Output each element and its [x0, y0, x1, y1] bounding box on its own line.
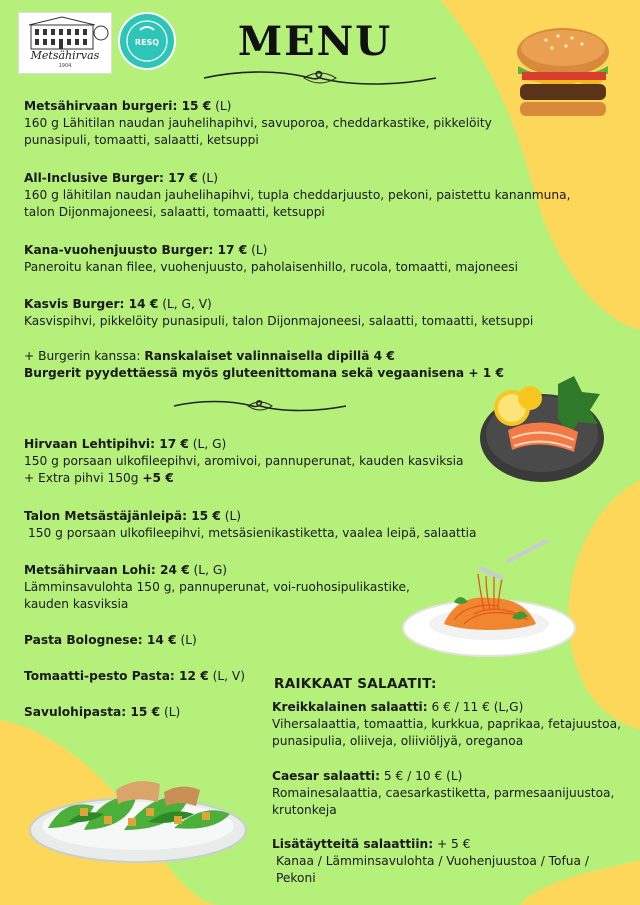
item-name: Caesar salaatti: — [272, 769, 380, 783]
item-diet: (L) — [251, 243, 268, 257]
page-title: MENU — [237, 18, 393, 65]
resq-label: RESQ — [134, 38, 160, 47]
hotel-logo — [18, 12, 112, 74]
item-diet: (L, G) — [192, 437, 227, 451]
menu-item-burger-2 — [24, 170, 584, 221]
item-diet: (L) — [224, 509, 242, 523]
item-diet: (L, V) — [212, 669, 245, 683]
item-price: 5 € / 10 € (L) — [383, 769, 463, 783]
item-name: Hirvaan Lehtipihvi: 17 € — [24, 437, 189, 451]
item-diet: (L) — [215, 99, 232, 113]
item-diet: (L) — [180, 633, 197, 647]
item-description: Paneroitu kanan filee, vuohenjuusto, paholaisenhillo, rucola, tomaatti, majoneesi — [24, 260, 519, 274]
item-extra-price: +5 € — [142, 471, 174, 485]
menu-item-lehtipihvi — [24, 436, 504, 487]
menu-item-burger-4 — [24, 296, 584, 330]
item-name: Kana-vuohenjuusto Burger: 17 € — [24, 243, 248, 257]
item-name: Metsähirvaan Lohi: 24 € — [24, 563, 190, 577]
logo-year: 1904 — [58, 63, 72, 69]
extras-gluten-free: Burgerit pyydettäessä myös gluteenittomana sekä vegaanisena + 1 € — [24, 366, 504, 380]
item-name: Talon Metsästäjänleipä: 15 € — [24, 509, 221, 523]
menu-item-lohi — [24, 562, 424, 613]
item-description: Vihersalaattia, tomaattia, kurkkua, paprikaa, fetajuustoa, punasipulia, oliiveja, oliiviöljyä, oreganoa — [272, 717, 621, 748]
item-extra-text: + Extra pihvi 150g — [24, 471, 139, 485]
salad-item-caesar — [272, 768, 632, 819]
item-price: + 5 € — [436, 837, 471, 851]
item-extra — [24, 470, 504, 487]
extras-prefix: + Burgerin kanssa: — [24, 349, 141, 363]
salads-heading: RAIKKAAT SALAATIT: — [274, 676, 437, 692]
item-description: 160 g Lähitilan naudan jauhelihapihvi, savuporoa, cheddarkastike, pikkelöity punasipuli, tomaatti, salaatti, ketsuppi — [24, 116, 492, 147]
extras-fries: Ranskalaiset valinnaisella dipillä 4 € — [144, 349, 395, 363]
item-diet: (L) — [201, 171, 218, 185]
resq-badge — [118, 12, 176, 70]
item-description: Lämminsavulohta 150 g, pannuperunat, voi-ruohosipulikastike, kauden kasviksia — [24, 580, 410, 611]
pasta-plate-illustration — [394, 540, 584, 660]
item-description: 160 g lähitilan naudan jauhelihapihvi, tupla cheddarjuusto, pekoni, paistettu kananmuna, talon Dijonmajoneesi, salaatti, tomaatti, ketsuppi — [24, 188, 571, 219]
item-name: All-Inclusive Burger: 17 € — [24, 171, 198, 185]
item-description: Kasvispihvi, pikkelöity punasipuli, talon Dijonmajoneesi, salaatti, tomaatti, ketsuppi — [24, 314, 534, 328]
item-name: Lisätäytteitä salaattiin: — [272, 837, 434, 851]
item-description: Romainesalaattia, caesarkastiketta, parmesaanijuustoa, krutonkeja — [272, 786, 615, 817]
menu-item-burger-1 — [24, 98, 504, 149]
item-diet: (L, G) — [193, 563, 228, 577]
building-icon — [19, 15, 111, 51]
flourish-divider-middle — [170, 396, 350, 416]
item-name: Savulohipasta: 15 € — [24, 705, 161, 719]
item-name: Metsähirvaan burgeri: 15 € — [24, 99, 212, 113]
item-diet: (L, G, V) — [162, 297, 212, 311]
menu-item-burger-3 — [24, 242, 584, 276]
item-description: 150 g porsaan ulkofileepihvi, metsäsienikastiketta, vaalea leipä, salaattia — [28, 526, 477, 540]
item-name: Kasvis Burger: 14 € — [24, 297, 159, 311]
item-description: 150 g porsaan ulkofileepihvi, aromivoi, pannuperunat, kauden kasviksia — [24, 454, 464, 468]
flourish-divider-top — [200, 66, 440, 90]
salad-item-greek — [272, 699, 632, 750]
logo-name: Metsähirvas — [30, 49, 100, 62]
item-description: Kanaa / Lämminsavulohta / Vuohenjuustoa / Tofua / Pekoni — [276, 854, 589, 885]
item-name: Pasta Bolognese: 14 € — [24, 633, 177, 647]
salad-item-extras — [272, 836, 632, 887]
item-name: Tomaatti-pesto Pasta: 12 € — [24, 669, 209, 683]
item-diet: (L) — [163, 705, 181, 719]
burger-illustration — [508, 24, 618, 124]
menu-item-metsastajanleipa — [24, 508, 504, 542]
caesar-salad-illustration — [24, 758, 254, 868]
item-price: 6 € / 11 € (L,G) — [431, 700, 524, 714]
item-name: Kreikkalainen salaatti: — [272, 700, 428, 714]
